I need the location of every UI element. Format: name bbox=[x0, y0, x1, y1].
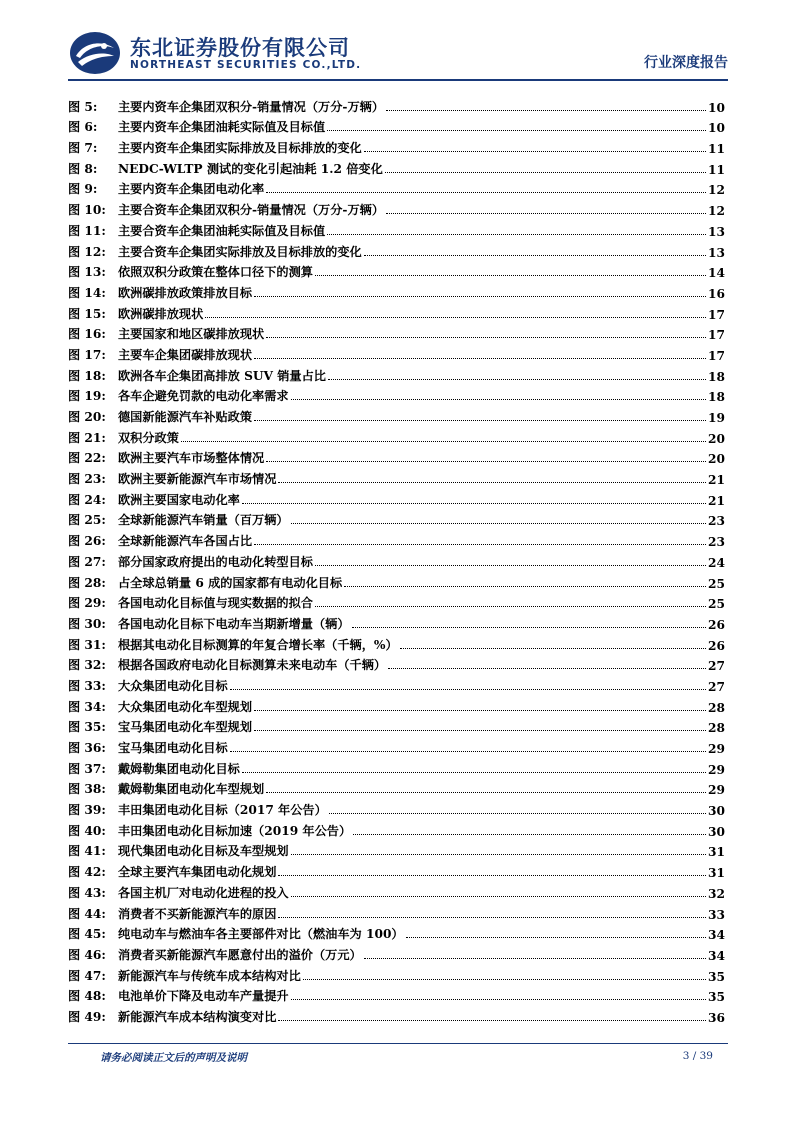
toc-entry[interactable] bbox=[68, 280, 725, 301]
toc-entry-page: 30 bbox=[708, 804, 725, 819]
toc-entry-title: 消费者买新能源汽车愿意付出的溢价（万元） bbox=[118, 947, 362, 962]
toc-entry-page: 26 bbox=[708, 638, 725, 653]
toc-entry-title: 全球主要汽车集团电动化规划 bbox=[118, 865, 277, 880]
toc-entry-title: 各国电动化目标值与现实数据的拟合 bbox=[118, 596, 313, 611]
toc-entry-title: 新能源汽车与传统车成本结构对比 bbox=[118, 968, 301, 983]
toc-entry[interactable] bbox=[68, 384, 725, 405]
toc-entry-label: 图 41: bbox=[68, 844, 106, 859]
toc-entry-title: 双积分政策 bbox=[118, 430, 179, 445]
toc-leader-dots bbox=[291, 998, 706, 1000]
toc-entry-label: 图 5: bbox=[68, 99, 98, 114]
toc-entry[interactable] bbox=[68, 446, 725, 467]
toc-leader-dots bbox=[386, 212, 706, 214]
toc-entry[interactable] bbox=[68, 177, 725, 198]
toc-entry-label: 图 29: bbox=[68, 596, 106, 611]
toc-leader-dots bbox=[278, 1019, 706, 1021]
toc-entry-label: 图 8: bbox=[68, 161, 98, 176]
toc-leader-dots bbox=[254, 729, 706, 731]
toc-entry-title: 宝马集团电动化目标 bbox=[118, 741, 228, 755]
toc-entry[interactable] bbox=[68, 549, 725, 570]
toc-entry-label: 图 32: bbox=[68, 658, 106, 673]
toc-entry-page: 21 bbox=[708, 493, 725, 508]
toc-entry-label: 图 7: bbox=[68, 141, 98, 156]
toc-leader-dots bbox=[278, 916, 706, 918]
toc-leader-dots bbox=[266, 460, 706, 462]
toc-entry-page: 13 bbox=[708, 245, 725, 260]
toc-entry-page: 11 bbox=[708, 142, 725, 157]
toc-leader-dots bbox=[205, 316, 706, 318]
toc-leader-dots bbox=[254, 295, 706, 297]
toc-leader-dots bbox=[315, 274, 706, 276]
toc-entry-title: 各国电动化目标下电动车当期新增量（辆） bbox=[118, 616, 350, 631]
toc-entry[interactable] bbox=[68, 715, 725, 736]
toc-leader-dots bbox=[353, 833, 706, 835]
toc-entry-title: 占全球总销量 6 成的国家都有电动化目标 bbox=[118, 575, 343, 590]
toc-leader-dots bbox=[315, 605, 706, 607]
toc-entry-label: 图 28: bbox=[68, 575, 106, 590]
toc-leader-dots bbox=[364, 254, 706, 256]
toc-entry[interactable] bbox=[68, 756, 725, 777]
toc-leader-dots bbox=[364, 150, 706, 152]
toc-entry-title: 欧洲主要国家电动化率 bbox=[118, 492, 240, 507]
toc-entry[interactable] bbox=[68, 611, 725, 632]
toc-entry-label: 图 30: bbox=[68, 616, 106, 631]
footer-disclaimer: 请务必阅读正文后的声明及说明 bbox=[100, 1052, 247, 1064]
toc-entry-page: 14 bbox=[708, 266, 725, 281]
toc-entry-title: 主要内资车企集团实际排放及目标排放的变化 bbox=[118, 141, 362, 156]
toc-leader-dots bbox=[385, 171, 706, 173]
toc-entry-title: NEDC-WLTP 测试的变化引起油耗 1.2 倍变化 bbox=[118, 161, 383, 176]
page-number: 3 / 39 bbox=[682, 1050, 713, 1062]
toc-leader-dots bbox=[230, 750, 706, 752]
toc-entry[interactable] bbox=[68, 487, 725, 508]
toc-entry[interactable] bbox=[68, 342, 725, 363]
toc-entry[interactable] bbox=[68, 508, 725, 529]
toc-entry-title: 全球新能源汽车各国占比 bbox=[118, 534, 253, 549]
toc-entry[interactable] bbox=[68, 859, 725, 880]
toc-entry-label: 图 21: bbox=[68, 430, 106, 445]
toc-leader-dots bbox=[303, 978, 706, 980]
toc-entry-page: 17 bbox=[708, 307, 725, 322]
toc-entry-title: 主要合资车企集团实际排放及目标排放的变化 bbox=[118, 244, 362, 259]
toc-entry-label: 图 18: bbox=[68, 368, 106, 383]
toc-entry[interactable] bbox=[68, 115, 725, 136]
toc-entry-title: 消费者不买新能源汽车的原因 bbox=[118, 906, 277, 921]
toc-entry[interactable] bbox=[68, 1004, 725, 1025]
toc-entry-label: 图 23: bbox=[68, 472, 106, 487]
page-header bbox=[68, 30, 728, 80]
toc-entry-label: 图 40: bbox=[68, 823, 106, 838]
toc-entry-label: 图 34: bbox=[68, 699, 106, 714]
toc-entry-title: 主要内资车企集团电动化率 bbox=[118, 182, 265, 197]
toc-entry-title: 主要合资车企集团双积分-销量情况（万分-万辆） bbox=[118, 203, 385, 218]
toc-entry-page: 20 bbox=[708, 431, 725, 446]
toc-entry-label: 图 47: bbox=[68, 968, 106, 983]
toc-entry[interactable] bbox=[68, 197, 725, 218]
footer-divider bbox=[68, 1043, 728, 1044]
toc-leader-dots bbox=[278, 481, 706, 483]
toc-entry[interactable] bbox=[68, 777, 725, 798]
toc-entry[interactable] bbox=[68, 694, 725, 715]
toc-entry-page: 17 bbox=[708, 328, 725, 343]
toc-entry-title: 纯电动车与燃油车各主要部件对比（燃油车为 100） bbox=[118, 927, 404, 942]
toc-entry[interactable] bbox=[68, 404, 725, 425]
toc-entry-page: 31 bbox=[708, 845, 725, 860]
toc-entry-title: 根据各国政府电动化目标测算未来电动车（千辆） bbox=[118, 658, 387, 673]
toc-entry-page: 33 bbox=[708, 907, 725, 922]
toc-leader-dots bbox=[181, 440, 706, 442]
toc-entry-label: 图 33: bbox=[68, 678, 106, 693]
toc-leader-dots bbox=[278, 874, 706, 876]
toc-entry[interactable] bbox=[68, 239, 725, 260]
toc-entry-title: 依照双积分政策在整体口径下的测算 bbox=[118, 265, 313, 280]
toc-entry-page: 18 bbox=[708, 390, 725, 405]
toc-leader-dots bbox=[242, 771, 706, 773]
toc-entry-label: 图 24: bbox=[68, 492, 106, 507]
toc-entry[interactable] bbox=[68, 260, 725, 281]
toc-leader-dots bbox=[291, 895, 706, 897]
toc-entry-page: 29 bbox=[708, 783, 725, 798]
toc-entry-page: 10 bbox=[708, 121, 725, 136]
company-name-en: NORTHEAST SECURITIES CO.,LTD. bbox=[130, 59, 362, 71]
toc-entry-title: 丰田集团电动化目标（2017 年公告） bbox=[118, 803, 327, 818]
report-type: 行业深度报告 bbox=[644, 55, 728, 71]
toc-entry-page: 21 bbox=[708, 473, 725, 488]
toc-entry[interactable] bbox=[68, 322, 725, 343]
toc-entry[interactable] bbox=[68, 922, 725, 943]
toc-entry-label: 图 44: bbox=[68, 906, 106, 921]
toc-entry-label: 图 48: bbox=[68, 989, 106, 1004]
toc-entry-label: 图 27: bbox=[68, 554, 106, 569]
toc-leader-dots bbox=[266, 191, 706, 193]
toc-entry-title: 欧洲主要汽车市场整体情况 bbox=[118, 451, 265, 466]
toc-leader-dots bbox=[266, 336, 706, 338]
toc-entry-title: 欧洲碳排放现状 bbox=[118, 306, 204, 321]
toc-entry-label: 图 16: bbox=[68, 327, 106, 342]
toc-entry-label: 图 11: bbox=[68, 223, 106, 238]
toc-leader-dots bbox=[364, 957, 706, 959]
toc-entry-label: 图 17: bbox=[68, 347, 106, 362]
toc-entry-label: 图 6: bbox=[68, 120, 98, 135]
toc-leader-dots bbox=[329, 812, 706, 814]
toc-entry-page: 27 bbox=[708, 679, 725, 694]
toc-entry[interactable] bbox=[68, 528, 725, 549]
toc-leader-dots bbox=[242, 502, 706, 504]
toc-entry[interactable] bbox=[68, 673, 725, 694]
toc-entry-label: 图 49: bbox=[68, 1009, 106, 1024]
toc-entry-page: 13 bbox=[708, 224, 725, 239]
toc-entry-page: 32 bbox=[708, 886, 725, 901]
company-name-cn: 东北证券股份有限公司 bbox=[130, 36, 350, 60]
toc-leader-dots bbox=[344, 585, 706, 587]
toc-entry-page: 30 bbox=[708, 824, 725, 839]
toc-entry-title: 宝马集团电动化车型规划 bbox=[118, 720, 253, 735]
header-divider bbox=[68, 79, 728, 81]
toc-entry-page: 26 bbox=[708, 617, 725, 632]
toc-entry-title: 各国主机厂对电动化进程的投入 bbox=[118, 885, 289, 900]
toc-entry-label: 图 12: bbox=[68, 244, 106, 259]
toc-entry-label: 图 13: bbox=[68, 265, 106, 280]
toc-entry-title: 德国新能源汽车补贴政策 bbox=[118, 410, 253, 424]
toc-entry-page: 29 bbox=[708, 742, 725, 756]
toc-entry-label: 图 36: bbox=[68, 741, 106, 755]
toc-entry-page: 28 bbox=[708, 700, 725, 715]
toc-entry-label: 图 42: bbox=[68, 865, 106, 880]
toc-entry[interactable] bbox=[68, 735, 725, 756]
figure-toc bbox=[68, 94, 725, 1025]
toc-entry-page: 20 bbox=[708, 452, 725, 467]
toc-entry-label: 图 14: bbox=[68, 285, 106, 300]
toc-entry-title: 欧洲碳排放政策排放目标 bbox=[118, 285, 253, 300]
company-logo-icon bbox=[68, 30, 122, 76]
toc-entry-title: 大众集团电动化车型规划 bbox=[118, 699, 253, 714]
toc-entry-page: 25 bbox=[708, 597, 725, 612]
toc-entry[interactable] bbox=[68, 880, 725, 901]
toc-entry[interactable] bbox=[68, 466, 725, 487]
toc-entry-label: 图 35: bbox=[68, 720, 106, 735]
toc-entry-title: 现代集团电动化目标及车型规划 bbox=[118, 844, 289, 859]
toc-entry-title: 主要内资车企集团油耗实际值及目标值 bbox=[118, 120, 326, 135]
toc-entry-title: 各车企避免罚款的电动化率需求 bbox=[118, 389, 289, 404]
toc-entry[interactable] bbox=[68, 156, 725, 177]
toc-entry-page: 23 bbox=[708, 514, 725, 529]
toc-entry-label: 图 26: bbox=[68, 534, 106, 549]
toc-entry[interactable] bbox=[68, 94, 725, 115]
toc-entry[interactable] bbox=[68, 135, 725, 156]
toc-entry[interactable] bbox=[68, 591, 725, 612]
toc-entry-title: 主要车企集团碳排放现状 bbox=[118, 347, 253, 362]
toc-entry-page: 34 bbox=[708, 948, 725, 963]
toc-entry-label: 图 10: bbox=[68, 203, 106, 218]
toc-entry-page: 25 bbox=[708, 576, 725, 591]
toc-entry-page: 36 bbox=[708, 1010, 725, 1025]
toc-entry-page: 16 bbox=[708, 286, 725, 301]
toc-leader-dots bbox=[291, 522, 706, 524]
toc-leader-dots bbox=[291, 853, 706, 855]
toc-entry-page: 23 bbox=[708, 535, 725, 550]
toc-entry-label: 图 20: bbox=[68, 410, 106, 424]
toc-entry-label: 图 46: bbox=[68, 947, 106, 962]
toc-leader-dots bbox=[254, 543, 706, 545]
toc-entry-page: 11 bbox=[708, 162, 725, 177]
toc-entry-page: 24 bbox=[708, 555, 725, 570]
toc-entry-page: 19 bbox=[708, 411, 725, 425]
toc-entry[interactable] bbox=[68, 797, 725, 818]
toc-entry[interactable] bbox=[68, 963, 725, 984]
toc-entry-page: 34 bbox=[708, 928, 725, 943]
toc-leader-dots bbox=[328, 378, 706, 380]
toc-entry[interactable] bbox=[68, 218, 725, 239]
toc-entry-title: 戴姆勒集团电动化目标 bbox=[118, 761, 240, 776]
toc-entry-label: 图 9: bbox=[68, 182, 98, 197]
toc-entry-label: 图 31: bbox=[68, 637, 106, 652]
toc-leader-dots bbox=[254, 709, 706, 711]
toc-leader-dots bbox=[406, 936, 706, 938]
toc-leader-dots bbox=[327, 129, 706, 131]
toc-entry-title: 戴姆勒集团电动化车型规划 bbox=[118, 782, 265, 797]
toc-entry-page: 12 bbox=[708, 183, 725, 198]
toc-entry-title: 欧洲主要新能源汽车市场情况 bbox=[118, 472, 277, 487]
toc-entry-label: 图 37: bbox=[68, 761, 106, 776]
toc-entry-page: 28 bbox=[708, 721, 725, 736]
toc-entry-title: 主要国家和地区碳排放现状 bbox=[118, 327, 265, 342]
toc-entry[interactable] bbox=[68, 425, 725, 446]
toc-leader-dots bbox=[386, 109, 706, 111]
toc-entry-title: 全球新能源汽车销量（百万辆） bbox=[118, 513, 289, 528]
toc-leader-dots bbox=[254, 419, 706, 421]
toc-entry-page: 12 bbox=[708, 204, 725, 219]
toc-entry-title: 新能源汽车成本结构演变对比 bbox=[118, 1009, 277, 1024]
toc-entry-title: 主要合资车企集团油耗实际值及目标值 bbox=[118, 223, 326, 238]
toc-entry[interactable] bbox=[68, 984, 725, 1005]
toc-entry-title: 大众集团电动化目标 bbox=[118, 678, 228, 693]
toc-leader-dots bbox=[291, 398, 706, 400]
toc-leader-dots bbox=[388, 667, 706, 669]
toc-leader-dots bbox=[266, 791, 706, 793]
toc-entry-title: 欧洲各车企集团高排放 SUV 销量占比 bbox=[118, 368, 326, 383]
toc-entry[interactable] bbox=[68, 901, 725, 922]
toc-leader-dots bbox=[400, 647, 706, 649]
toc-entry-page: 27 bbox=[708, 659, 725, 674]
toc-entry-page: 31 bbox=[708, 866, 725, 881]
toc-entry-label: 图 19: bbox=[68, 389, 106, 404]
toc-entry[interactable] bbox=[68, 653, 725, 674]
toc-entry[interactable] bbox=[68, 363, 725, 384]
toc-entry-title: 丰田集团电动化目标加速（2019 年公告） bbox=[118, 823, 352, 838]
toc-leader-dots bbox=[352, 626, 706, 628]
toc-leader-dots bbox=[230, 688, 706, 690]
toc-entry-title: 部分国家政府提出的电动化转型目标 bbox=[118, 554, 313, 569]
toc-entry[interactable] bbox=[68, 632, 725, 653]
toc-entry-title: 主要内资车企集团双积分-销量情况（万分-万辆） bbox=[118, 99, 385, 114]
toc-leader-dots bbox=[327, 233, 706, 235]
toc-entry-label: 图 43: bbox=[68, 885, 106, 900]
toc-entry[interactable] bbox=[68, 839, 725, 860]
toc-entry-label: 图 25: bbox=[68, 513, 106, 528]
toc-entry-page: 29 bbox=[708, 762, 725, 777]
toc-entry-label: 图 38: bbox=[68, 782, 106, 797]
toc-entry-title: 电池单价下降及电动车产量提升 bbox=[118, 989, 289, 1004]
toc-entry-page: 10 bbox=[708, 100, 725, 115]
toc-leader-dots bbox=[254, 357, 706, 359]
toc-entry[interactable] bbox=[68, 942, 725, 963]
toc-entry-label: 图 39: bbox=[68, 803, 106, 818]
toc-entry-page: 17 bbox=[708, 348, 725, 363]
toc-entry[interactable] bbox=[68, 301, 725, 322]
toc-entry-title: 根据其电动化目标测算的年复合增长率（千辆，%） bbox=[118, 637, 398, 652]
toc-entry-page: 18 bbox=[708, 369, 725, 384]
toc-entry-label: 图 15: bbox=[68, 306, 106, 321]
toc-entry-label: 图 22: bbox=[68, 451, 106, 466]
toc-entry-page: 35 bbox=[708, 969, 725, 984]
toc-entry-page: 35 bbox=[708, 990, 725, 1005]
toc-entry-label: 图 45: bbox=[68, 927, 106, 942]
toc-leader-dots bbox=[315, 564, 706, 566]
toc-entry[interactable] bbox=[68, 818, 725, 839]
toc-entry[interactable] bbox=[68, 570, 725, 591]
